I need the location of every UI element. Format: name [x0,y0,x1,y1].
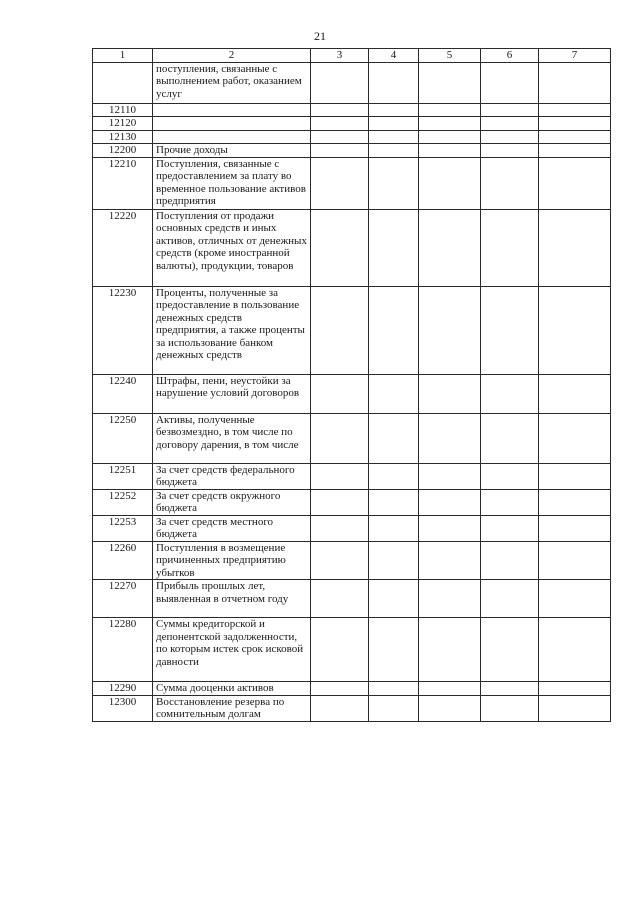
table-row [93,413,611,463]
row-name: Восстановление резерва по сомнительным долгам [153,695,311,721]
value-cell-col-3 [311,117,369,131]
row-code: 12210 [93,157,153,209]
value-cell-col-3 [311,62,369,103]
value-cell-col-4 [369,117,419,131]
value-cell-col-5 [419,103,481,117]
value-cell-col-4 [369,695,419,721]
table-row [93,62,611,103]
value-cell-col-4 [369,618,419,682]
row-code: 12240 [93,374,153,413]
value-cell-col-4 [369,144,419,158]
row-name: Штрафы, пени, неустойки за нарушение условий договоров [153,374,311,413]
value-cell-col-3 [311,157,369,209]
value-cell-col-4 [369,489,419,515]
value-cell-col-3 [311,103,369,117]
value-cell-col-6 [481,130,539,144]
value-cell-col-7 [539,541,611,580]
value-cell-col-7 [539,103,611,117]
value-cell-col-4 [369,209,419,286]
header-col-7: 7 [539,49,611,63]
value-cell-col-7 [539,209,611,286]
value-cell-col-4 [369,157,419,209]
report-table [92,48,611,722]
row-code: 12130 [93,130,153,144]
value-cell-col-5 [419,682,481,696]
value-cell-col-7 [539,117,611,131]
row-name: Суммы кредиторской и депонентской задолженности, по которым истек срок исковой давности [153,618,311,682]
table-row [93,103,611,117]
header-col-4: 4 [369,49,419,63]
value-cell-col-5 [419,144,481,158]
value-cell-col-3 [311,580,369,618]
row-name: Поступления в возмещение причиненных предприятию убытков [153,541,311,580]
value-cell-col-3 [311,515,369,541]
value-cell-col-5 [419,413,481,463]
value-cell-col-3 [311,489,369,515]
row-name: Активы, полученные безвозмездно, в том числе по договору дарения, в том числе [153,413,311,463]
page-number: 21 [314,29,326,43]
value-cell-col-4 [369,62,419,103]
row-code: 12110 [93,103,153,117]
row-code: 12200 [93,144,153,158]
value-cell-col-3 [311,682,369,696]
value-cell-col-7 [539,130,611,144]
value-cell-col-3 [311,463,369,489]
value-cell-col-4 [369,103,419,117]
value-cell-col-7 [539,374,611,413]
value-cell-col-4 [369,515,419,541]
row-name: Поступления от продажи основных средств и иных активов, отличных от денежных средств (кроме иностранной валюты), продукции, товаров [153,209,311,286]
row-code: 12253 [93,515,153,541]
value-cell-col-6 [481,374,539,413]
value-cell-col-4 [369,130,419,144]
table-row [93,463,611,489]
table-row [93,209,611,286]
row-name: Прочие доходы [153,144,311,158]
value-cell-col-5 [419,62,481,103]
header-col-5: 5 [419,49,481,63]
row-name: Проценты, полученные за предоставление в пользование денежных средств предприятия, а также проценты за использование банком денежных средств [153,286,311,374]
value-cell-col-6 [481,463,539,489]
value-cell-col-5 [419,117,481,131]
row-name: За счет средств местного бюджета [153,515,311,541]
row-code: 12220 [93,209,153,286]
value-cell-col-4 [369,682,419,696]
value-cell-col-7 [539,62,611,103]
value-cell-col-4 [369,374,419,413]
value-cell-col-7 [539,618,611,682]
value-cell-col-7 [539,515,611,541]
row-code: 12120 [93,117,153,131]
row-name: За счет средств окружного бюджета [153,489,311,515]
value-cell-col-5 [419,515,481,541]
row-code [93,62,153,103]
row-code: 12260 [93,541,153,580]
value-cell-col-7 [539,682,611,696]
value-cell-col-6 [481,489,539,515]
value-cell-col-6 [481,682,539,696]
value-cell-col-3 [311,130,369,144]
row-code: 12290 [93,682,153,696]
row-name [153,130,311,144]
row-name: За счет средств федерального бюджета [153,463,311,489]
row-name: Прибыль прошлых лет, выявленная в отчетном году [153,580,311,618]
row-name [153,103,311,117]
value-cell-col-6 [481,103,539,117]
table-row [93,130,611,144]
value-cell-col-5 [419,374,481,413]
value-cell-col-3 [311,618,369,682]
value-cell-col-6 [481,515,539,541]
value-cell-col-3 [311,144,369,158]
value-cell-col-4 [369,541,419,580]
value-cell-col-4 [369,463,419,489]
table-row [93,286,611,374]
value-cell-col-5 [419,541,481,580]
table-row [93,144,611,158]
value-cell-col-6 [481,62,539,103]
value-cell-col-5 [419,695,481,721]
row-code: 12252 [93,489,153,515]
value-cell-col-6 [481,618,539,682]
row-code: 12280 [93,618,153,682]
table-row [93,489,611,515]
value-cell-col-7 [539,463,611,489]
header-row [93,49,611,63]
value-cell-col-6 [481,144,539,158]
row-code: 12230 [93,286,153,374]
table-row [93,515,611,541]
row-code: 12251 [93,463,153,489]
table-body [93,62,611,721]
row-code: 12300 [93,695,153,721]
value-cell-col-6 [481,541,539,580]
value-cell-col-6 [481,209,539,286]
table-row [93,541,611,580]
value-cell-col-6 [481,695,539,721]
value-cell-col-3 [311,541,369,580]
value-cell-col-6 [481,286,539,374]
table-row [93,695,611,721]
table-row [93,117,611,131]
header-col-1: 1 [93,49,153,63]
table-row [93,580,611,618]
value-cell-col-5 [419,489,481,515]
row-name: поступления, связанные с выполнением работ, оказанием услуг [153,62,311,103]
table-row [93,374,611,413]
header-col-2: 2 [153,49,311,63]
row-name: Сумма дооценки активов [153,682,311,696]
value-cell-col-3 [311,374,369,413]
table-row [93,618,611,682]
value-cell-col-3 [311,695,369,721]
header-col-6: 6 [481,49,539,63]
value-cell-col-3 [311,413,369,463]
value-cell-col-7 [539,144,611,158]
row-code: 12250 [93,413,153,463]
value-cell-col-6 [481,117,539,131]
value-cell-col-7 [539,580,611,618]
value-cell-col-3 [311,286,369,374]
value-cell-col-7 [539,413,611,463]
value-cell-col-6 [481,413,539,463]
row-name [153,117,311,131]
value-cell-col-5 [419,286,481,374]
value-cell-col-5 [419,580,481,618]
value-cell-col-5 [419,130,481,144]
value-cell-col-7 [539,489,611,515]
value-cell-col-6 [481,157,539,209]
value-cell-col-4 [369,286,419,374]
value-cell-col-7 [539,695,611,721]
value-cell-col-5 [419,209,481,286]
table-row [93,157,611,209]
value-cell-col-5 [419,618,481,682]
value-cell-col-4 [369,580,419,618]
value-cell-col-5 [419,157,481,209]
value-cell-col-7 [539,157,611,209]
row-code: 12270 [93,580,153,618]
value-cell-col-7 [539,286,611,374]
row-name: Поступления, связанные с предоставлением за плату во временное пользование активов предприятия [153,157,311,209]
header-col-3: 3 [311,49,369,63]
value-cell-col-6 [481,580,539,618]
value-cell-col-5 [419,463,481,489]
table-row [93,682,611,696]
value-cell-col-3 [311,209,369,286]
value-cell-col-4 [369,413,419,463]
